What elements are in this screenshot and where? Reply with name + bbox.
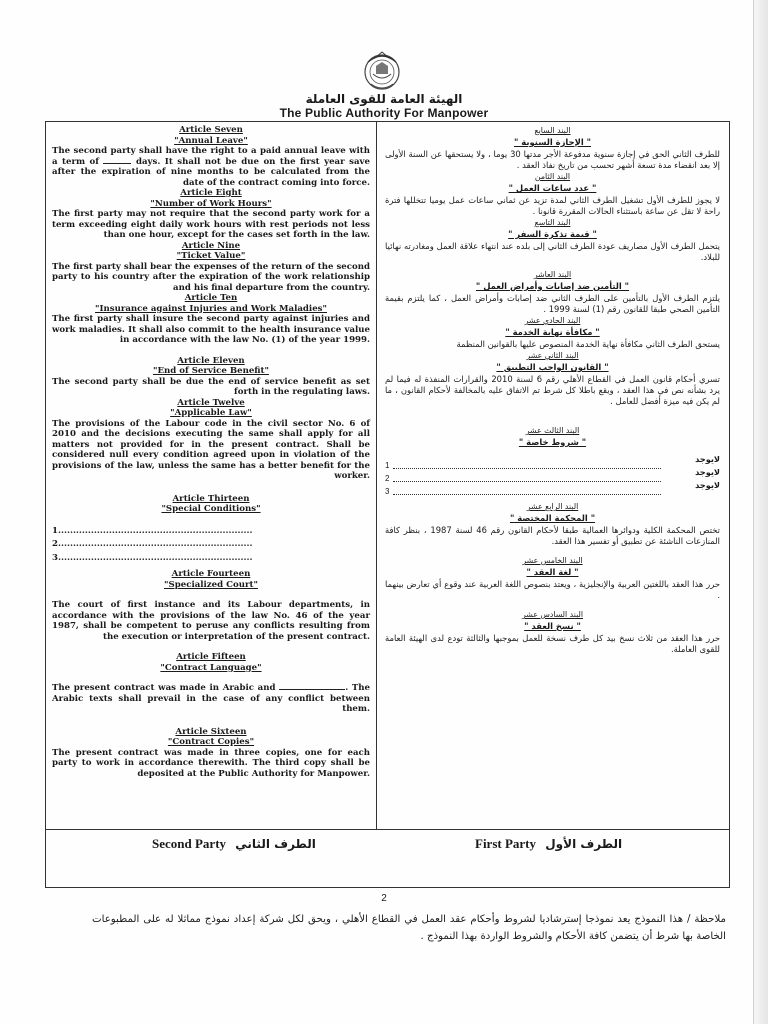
article-subtitle-ar: " التأمين ضد إصابات وأمراض العمل " [475,281,630,291]
article-subtitle: "End of Service Benefit" [153,366,269,376]
org-name-arabic: الهيئة العامة للقوى العاملة [305,92,463,106]
article-text-ar: يستحق الطرف الثاني مكافأة نهاية الخدمة المنصوص عليها بالقوانين المنظمة [456,339,720,349]
article-text-ar: حرر هذا العقد من ثلاث نسخ بيد كل طرف نسخة للعمل بموجبها والثالثة تودع لدى الهيئة العامة للقوى العاملة. [385,633,720,654]
page-number: 2 [381,893,387,904]
column-divider [376,122,377,830]
article-title-ar: البند الثامن [534,172,571,181]
org-name-english: The Public Authority For Manpower [279,106,489,120]
article-text-ar: للطرف الثاني الحق في إجازة سنوية مدفوعة الأجر مدتها 30 يوما ، ولا يستحقها عن السنة الأولى إلا بعد انقضاء مدة تسعة أشهر تحسب من تاريخ نفاذ العقد . [385,149,720,170]
article-subtitle-ar: " شروط خاصة " [518,437,587,447]
article-title-ar: البند الثالث عشر [525,426,580,435]
second-party-label: Second Party [152,836,227,851]
article-text: The second party shall be due the end of service benefit as set forth in the regulating laws. [52,376,370,397]
article-text-ar: تختص المحكمة الكلية ودوائرها العمالية طبقا لأحكام القانون رقم 46 لسنة 1987 ، بنظر كافة المنازعات الناشئة عن تطبيق أو تفسير هذا العقد. [385,525,720,546]
article-subtitle-ar: " نسخ العقد " [524,621,581,631]
special-condition-line: 2................................................................. [52,539,253,549]
article-subtitle-ar: " عدد ساعات العمل " [508,183,597,193]
article-subtitle-ar: " المحكمة المختصة " [509,513,596,523]
special-condition-line: 1................................................................. [52,525,253,536]
article-subtitle-ar: " القانون الواجب التطبيق " [496,362,609,372]
footer-note: ملاحظة / هذا النموذج يعد نموذجا إسترشاديا لشروط وأحكام عقد العمل في القطاع الأهلي ، ويحق لكل شركة إعداد نموذج مماثلا له على المطبوعات الخاصة بها شرط أن يتضمن كافة الأحكام والشروط الواردة بهذا النموذج . [92,914,726,942]
article-title-ar: البند الحادي عشر [524,316,581,325]
article-subtitle-ar: " مكافأة نهاية الخدمة " [505,327,600,337]
authority-emblem-icon [359,48,405,94]
article-subtitle: "Contract Copies" [167,737,255,747]
article-text-ar: تسري أحكام قانون العمل في القطاع الأهلي رقم 6 لسنة 2010 والقرارات المنفذة له فيما لم يرد بشأنه نص في هذا العقد ، ويقع باطلا كل شرط تم الاتفاق عليه بالمخالفة لأحكام القانون ، ما لم يكن فيه ميزة أفضل للعامل . [385,374,720,406]
article-text [52,683,370,715]
article-text: The first party shall insure the second party against injuries and work maladies. It shall also commit to the health insurance value in accordance with the law No. (1) of the year 1999. [52,314,370,345]
signature-divider [45,829,729,830]
arabic-column [385,125,720,655]
first-party-label: First Party [475,836,537,851]
special-condition-line: 3................................................................. [52,552,253,563]
article-title-ar: البند التاسع [534,218,571,227]
dotted-line [393,460,661,469]
article-subtitle: "Applicable Law" [170,408,252,418]
english-column [52,125,370,779]
dotted-line [393,486,661,495]
article-subtitle: "Ticket Value" [176,251,246,261]
article-subtitle: "Insurance against Injuries and Work Maladies" [95,303,327,314]
article-title: Article Fourteen [171,569,251,579]
article-subtitle: "Annual Leave" [174,135,248,146]
special-condition-line-ar [385,467,720,484]
article-title-ar: البند السادس عشر [521,610,584,619]
article-title-ar: البند العاشر [533,270,572,279]
article-text-ar: يتحمل الطرف الأول مصاريف عودة الطرف الثاني إلى بلده عند انتهاء علاقة العمل ومغادرته نهائيا للبلاد. [385,241,720,262]
special-condition-line-ar [385,480,720,497]
article-title-ar: البند السابع [534,126,571,135]
article-text-part: The second party shall have the right to a paid annual leave with a term of [52,146,370,167]
article-subtitle: "Number of Work Hours" [150,198,272,209]
dotted-line [393,473,661,482]
first-party-label-ar: الطرف الأول [545,837,623,851]
article-subtitle: "Specialized Court" [164,579,258,590]
article-subtitle: "Special Conditions" [161,504,261,514]
none-entry: لايوجد [695,467,720,477]
second-party-label-ar: الطرف الثاني [235,837,316,851]
article-title: Article Seven [179,125,243,135]
line-number: 1 [385,461,390,470]
article-subtitle: "Contract Language" [160,662,262,673]
article-title-ar: البند الرابع عشر [526,502,579,511]
article-text: The first party may not require that the second party work for a term exceeding eight daily work hours with rest periods not less than one hour, except for the cases set forth in the law. [52,209,370,240]
article-text-part: The present contract was made in Arabic and [52,683,276,693]
article-title: Article Ten [184,293,238,303]
article-title: Article Nine [181,240,241,251]
article-subtitle-ar: " لغة العقد " [526,567,579,577]
article-text-part: days. It shall not be due on the first year save after the expiration of nine months to be calculated from the date of the contract coming into force. [52,156,370,188]
article-title: Article Twelve [177,397,245,408]
article-subtitle-ar: " الإجازة السنوية " [514,137,591,147]
article-text: The first party shall bear the expenses of the return of the second party to his country after the expiration of the work relationship and his final departure from the country. [52,261,370,293]
article-title: Article Eleven [177,355,245,366]
line-number: 2 [385,474,390,483]
article-text: The present contract was made in three copies, one for each party to work in accordance therewith. The third copy shall be deposited at the Public Authority for Manpower. [52,747,370,779]
page-edge [753,0,768,1024]
article-title: Article Eight [180,188,242,198]
blank-field [103,163,131,164]
second-party-signature [152,836,316,856]
article-text: The provisions of the Labour code in the civil sector No. 6 of 2010 and the decisions executing the same shall apply for all matters not provided for in the present contract. Shall be considered null every condition agreed upon in violation of the provisions of the law, unless the same has a better benefit for the worker. [52,418,370,481]
article-subtitle-ar: " قيمة تذكرة السفر " [508,229,597,239]
article-text-part: . The Arabic texts shall prevail in the case of any conflict between them. [52,683,370,714]
line-number: 3 [385,487,390,496]
article-text: The court of first instance and its Labour departments, in accordance with the provisions of the law No. 46 of the year 1987, shall be competent to peruse any conflicts resulting from the execution or interpretation of the present contract. [52,600,370,642]
article-text-ar: يلتزم الطرف الأول بالتأمين على الطرف الثاني ضد إصابات وأمراض العمل ، كما يلتزم بقيمة التأمين الصحي طبقا للقانون رقم (1) لسنة 1999 . [385,293,720,314]
article-title: Article Fifteen [176,652,246,662]
article-title: Article Sixteen [175,726,247,737]
first-party-signature [475,836,622,856]
article-text-ar: حرر هذا العقد باللغتين العربية والإنجليزية ، ويعتد بنصوص اللغة العربية عند وقوع أي تعارض بينهما . [385,579,720,600]
article-text-ar: لا يجوز للطرف الأول تشغيل الطرف الثاني لمدة تزيد عن ثماني ساعات عمل يوميا تتخللها فترة راحة لا تقل عن ساعة باستثناء الحالات المقررة قانونا . [385,195,720,216]
none-entry: لايوجد [695,480,720,490]
article-title-ar: البند الخامس عشر [522,556,583,565]
article-text [52,146,370,188]
article-title-ar: البند الثاني عشر [526,351,579,360]
article-title: Article Thirteen [172,493,250,504]
special-condition-line-ar [385,454,720,471]
none-entry: لايوجد [695,454,720,464]
blank-field [279,689,345,690]
